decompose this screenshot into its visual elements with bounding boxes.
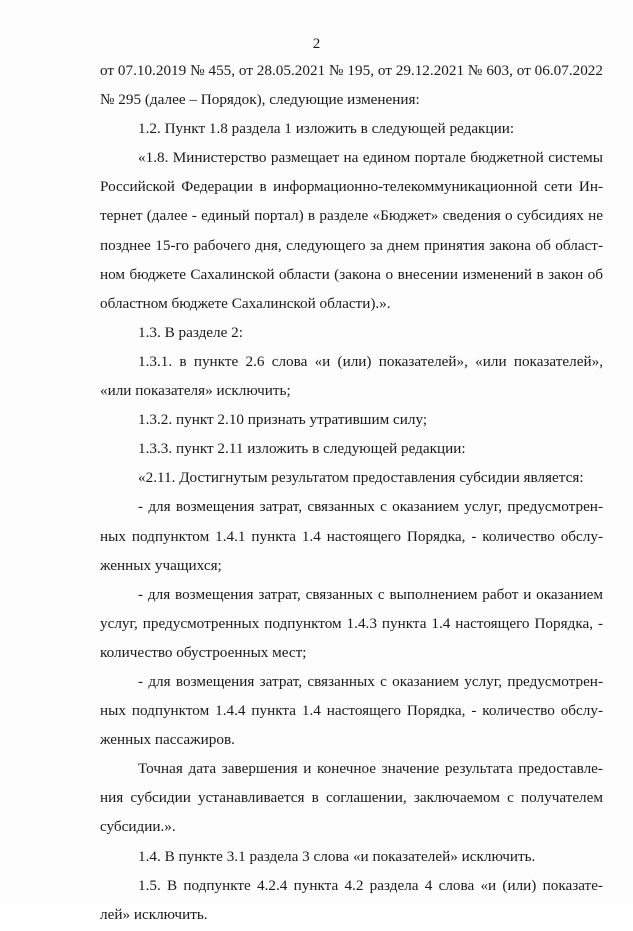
text-line: лей» исключить. [100, 905, 208, 923]
text-line: женных пассажиров. [100, 731, 235, 749]
text-line: ния субсидии устанавливается в соглашении, заключаемом с получателем [100, 789, 603, 807]
text-line: - для возмещения затрат, связанных с оказанием услуг, предусмотрен- [138, 672, 603, 690]
text-line: тернет (далее - единый портал) в разделе «Бюджет» сведения о субсидиях не [100, 207, 603, 225]
text-line: 1.5. В подпункте 4.2.4 пункта 4.2 раздела 4 слова «и (или) показате- [138, 876, 603, 894]
text-line: ных подпунктом 1.4.4 пункта 1.4 настоящего Порядка, - количество обслу- [100, 702, 603, 720]
text-line: 1.3.2. пункт 2.10 признать утратившим силу; [138, 411, 428, 429]
text-line: «или показателя» исключить; [100, 382, 291, 400]
text-line: количество обустроенных мест; [100, 643, 307, 661]
text-line: Российской Федерации в информационно-телекоммуникационной сети Ин- [100, 178, 603, 196]
text-line: субсидии.». [100, 818, 176, 836]
text-line: 1.3. В разделе 2: [138, 323, 243, 341]
text-line: от 07.10.2019 № 455, от 28.05.2021 № 195, от 29.12.2021 № 603, от 06.07.2022 [100, 62, 603, 79]
text-line: «1.8. Министерство размещает на едином портале бюджетной системы [138, 149, 603, 167]
document-body [100, 58, 603, 931]
text-line: 1.3.1. в пункте 2.6 слова «и (или) показателей», «или показателей», [138, 352, 603, 370]
text-line: Точная дата завершения и конечное значение результата предоставле- [138, 760, 603, 778]
text-line: ном бюджете Сахалинской области (закона о внесении изменений в закон об [100, 265, 603, 283]
text-line: - для возмещения затрат, связанных с выполнением работ и оказанием [138, 585, 603, 603]
text-line: - для возмещения затрат, связанных с оказанием услуг, предусмотрен- [138, 498, 603, 516]
text-line: 1.2. Пункт 1.8 раздела 1 изложить в следующей редакции: [138, 120, 515, 138]
text-line: услуг, предусмотренных подпунктом 1.4.3 пункта 1.4 настоящего Порядка, - [100, 614, 603, 632]
text-line: «2.11. Достигнутым результатом предоставления субсидии является: [138, 469, 584, 487]
text-line: № 295 (далее – Порядок), следующие изменения: [100, 91, 420, 109]
text-line: областном бюджете Сахалинской области).». [100, 294, 391, 312]
text-line: ных подпунктом 1.4.1 пункта 1.4 настоящего Порядка, - количество обслу- [100, 527, 603, 545]
text-line: 1.3.3. пункт 2.11 изложить в следующей редакции: [138, 440, 466, 458]
text-line: женных учащихся; [100, 556, 222, 574]
page-number: 2 [312, 36, 321, 52]
text-line: позднее 15-го рабочего дня, следующего за днем принятия закона об област- [100, 236, 603, 254]
text-line: 1.4. В пункте 3.1 раздела 3 слова «и показателей» исключить. [138, 847, 536, 865]
